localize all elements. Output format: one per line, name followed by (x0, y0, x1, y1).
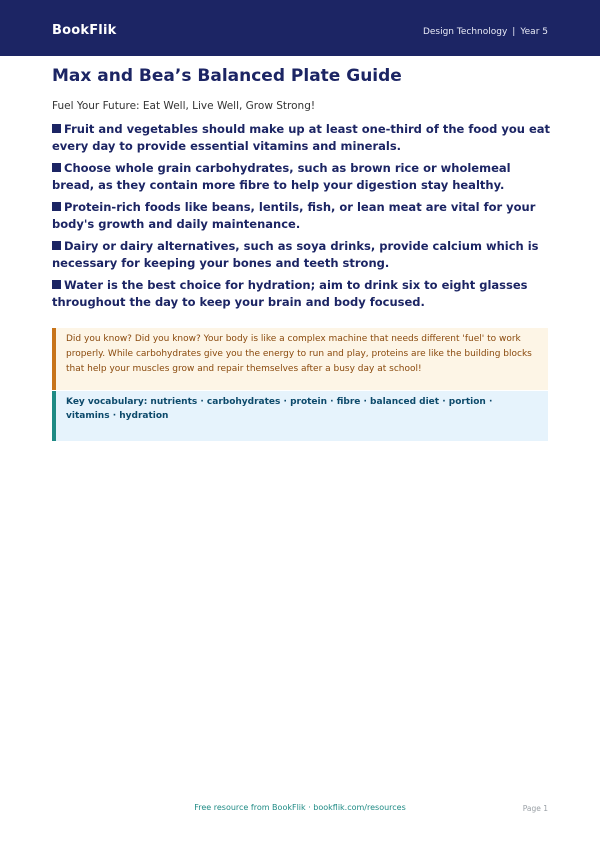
page-title: Max and Bea’s Balanced Plate Guide (52, 66, 402, 86)
key-vocabulary-box: Key vocabulary: nutrients · carbohydrates · protein · fibre · balanced diet · portion · vitamins · hydration (52, 391, 548, 441)
brand-logo[interactable]: BookFlik (52, 23, 117, 38)
page-subtitle: Fuel Your Future: Eat Well, Live Well, Grow Strong! (52, 100, 316, 112)
square-bullet-icon (52, 163, 61, 172)
point-text: Water is the best choice for hydration; aim to drink six to eight glasses throughout the day to keep your brain and body focused. (52, 278, 528, 309)
point-text: Choose whole grain carbohydrates, such as brown rice or wholemeal bread, as they contain more fibre to help your digestion stay healthy. (52, 161, 511, 192)
header-separator: | (512, 27, 516, 37)
point-text: Dairy or dairy alternatives, such as soya drinks, provide calcium which is necessary for keeping your bones and teeth strong. (52, 239, 539, 270)
square-bullet-icon (52, 202, 61, 211)
square-bullet-icon (52, 241, 61, 250)
did-you-know-callout: Did you know? Did you know? Your body is like a complex machine that needs different 'fuel' to work properly. While carbohydrates give you the energy to run and play, proteins are like the building blocks that help your muscles grow and repair themselves after a busy day at school! (52, 328, 548, 390)
page-number: Page 1 (522, 804, 548, 813)
header-meta (423, 27, 548, 37)
year-label: Year 5 (520, 27, 548, 37)
list-item (52, 160, 552, 194)
list-item (52, 238, 552, 272)
list-item (52, 199, 552, 233)
subject-label: Design Technology (422, 27, 508, 37)
header-bar (0, 0, 600, 56)
point-text: Protein-rich foods like beans, lentils, fish, or lean meat are vital for your body's growth and daily maintenance. (52, 200, 536, 231)
footer-resource-link[interactable]: Free resource from BookFlik · bookflik.com/resources (194, 803, 406, 812)
key-points-list (52, 121, 552, 316)
square-bullet-icon (52, 280, 61, 289)
list-item (52, 277, 552, 311)
square-bullet-icon (52, 124, 61, 133)
point-text: Fruit and vegetables should make up at least one-third of the food you eat every day to provide essential vitamins and minerals. (52, 122, 550, 153)
list-item (52, 121, 552, 155)
